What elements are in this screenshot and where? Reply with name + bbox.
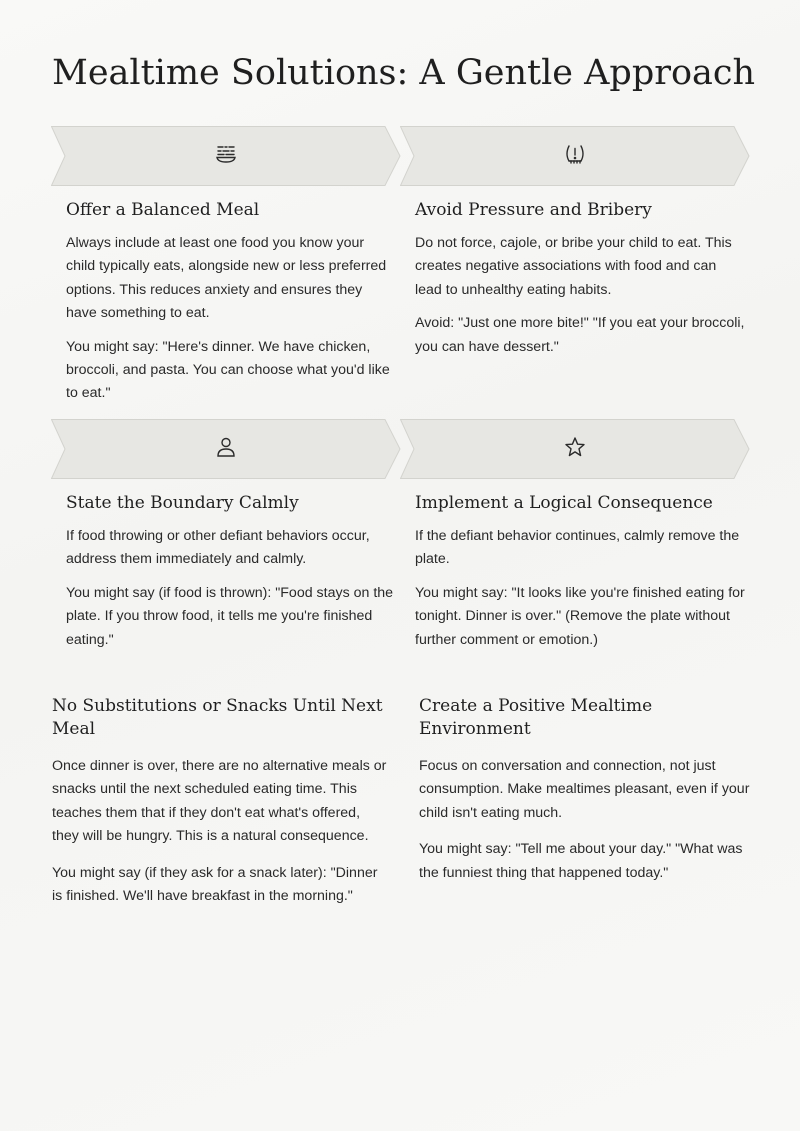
card-example: Avoid: "Just one more bite!" "If you eat your broccoli, you can have dessert."	[415, 315, 745, 355]
card-body: Do not force, cajole, or bribe your child to eat. This creates negative associations with food and can lead to unhealthy eating habits.	[415, 235, 732, 298]
card-heading: Offer a Balanced Meal	[66, 200, 260, 220]
card-heading: Implement a Logical Consequence	[415, 493, 713, 513]
card-body: If food throwing or other defiant behaviors occur, address them immediately and calmly.	[66, 528, 370, 568]
page-title: Mealtime Solutions: A Gentle Approach	[52, 53, 756, 93]
card-heading: Avoid Pressure and Bribery	[415, 200, 652, 220]
section-no-substitutions	[52, 695, 387, 921]
card-logical-consequence	[415, 492, 745, 662]
card-example: You might say: "It looks like you're finished eating for tonight. Dinner is over." (Remove the plate without further comment or emotion.)	[415, 584, 745, 648]
card-banner-state-boundary	[51, 419, 401, 479]
section-example: You might say: "Tell me about your day." "What was the funniest thing that happened today."	[419, 841, 743, 881]
person-icon	[214, 435, 238, 459]
card-balanced-meal	[66, 199, 396, 416]
card-body: Always include at least one food you know your child typically eats, alongside new or less preferred options. This reduces anxiety and ensures they have something to eat.	[66, 235, 387, 322]
section-example: You might say (if they ask for a snack later): "Dinner is finished. We'll have breakfast in the morning."	[52, 864, 378, 905]
card-state-boundary	[66, 492, 396, 662]
section-positive-environment	[419, 695, 764, 898]
star-icon	[563, 435, 587, 459]
card-banner-avoid-pressure	[400, 126, 750, 186]
plate-meal-icon	[214, 142, 238, 166]
card-heading: State the Boundary Calmly	[66, 493, 299, 513]
section-heading: Create a Positive Mealtime Environment	[419, 696, 653, 739]
section-body: Focus on conversation and connection, not just consumption. Make mealtimes pleasant, even if your child isn't eating much.	[419, 758, 750, 821]
card-banner-logical-consequence	[400, 419, 750, 479]
card-body: If the defiant behavior continues, calmly remove the plate.	[415, 528, 740, 568]
warning-tire-icon	[563, 142, 587, 166]
card-example: You might say (if food is thrown): "Food stays on the plate. If you throw food, it tells me you're finished eating."	[66, 584, 394, 648]
card-banner-balanced-meal	[51, 126, 401, 186]
section-heading: No Substitutions or Snacks Until Next Meal	[52, 696, 383, 739]
card-example: You might say: "Here's dinner. We have chicken, broccoli, and pasta. You can choose what you'd like to eat."	[66, 338, 390, 402]
card-avoid-pressure	[415, 199, 745, 369]
section-body: Once dinner is over, there are no alternative meals or snacks until the next scheduled eating time. This teaches them that if they don't eat what's offered, they will be hungry. This is a natural consequence.	[52, 758, 387, 845]
